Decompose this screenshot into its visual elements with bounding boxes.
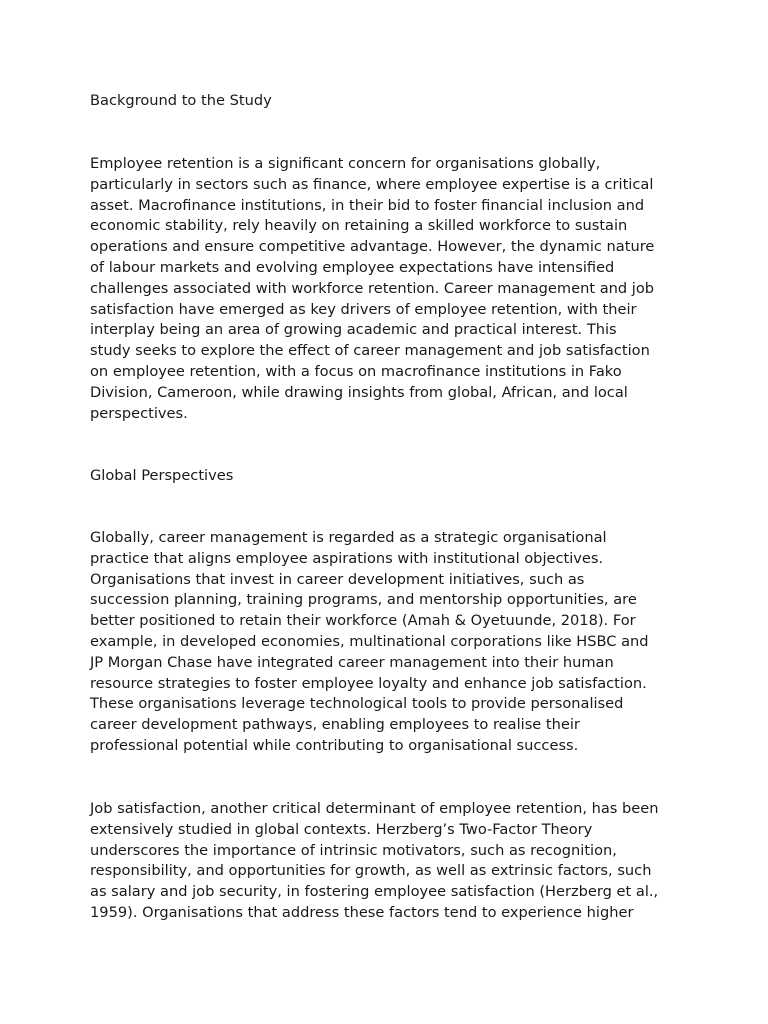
paragraph-line: interplay being an area of growing academic and practical interest. This [90, 321, 617, 339]
paragraph-line: of labour markets and evolving employee expectations have intensified [90, 258, 615, 276]
paragraph-line: Organisations that invest in career development initiatives, such as [90, 570, 585, 588]
paragraph-line: operations and ensure competitive advantage. However, the dynamic nature [90, 238, 655, 256]
paragraph-line: These organisations leverage technological tools to provide personalised [90, 695, 624, 713]
paragraph-line: satisfaction have emerged as key drivers of employee retention, with their [90, 300, 637, 318]
paragraph-line: study seeks to explore the effect of career management and job satisfaction [90, 342, 650, 360]
heading-text: Global Perspectives [90, 467, 234, 484]
paragraph-line: example, in developed economies, multinational corporations like HSBC and [90, 632, 649, 650]
paragraph-line: career development pathways, enabling employees to realise their [90, 716, 580, 734]
paragraph-line: on employee retention, with a focus on macrofinance institutions in Fako [90, 362, 622, 380]
paragraph-line: Division, Cameroon, while drawing insights from global, African, and local [90, 383, 628, 401]
paragraph-line: resource strategies to foster employee loyalty and enhance job satisfaction. [90, 674, 647, 692]
paragraph-line: Job satisfaction, another critical determinant of employee retention, has been [90, 800, 659, 817]
paragraph-line: particularly in sectors such as finance, where employee expertise is a critical [90, 175, 654, 193]
paragraph-line: economic stability, rely heavily on retaining a skilled workforce to sustain [90, 217, 628, 235]
section-heading-background [90, 91, 690, 112]
paragraph-line: extensively studied in global contexts. Herzberg’s Two-Factor Theory [90, 820, 593, 838]
paragraph-line: underscores the importance of intrinsic motivators, such as recognition, [90, 841, 617, 859]
heading-text: Background to the Study [90, 92, 272, 109]
paragraph-line: professional potential while contributing to organisational success. [90, 736, 579, 754]
paragraph-line: responsibility, and opportunities for growth, as well as extrinsic factors, such [90, 862, 652, 880]
paragraph-line: 1959). Organisations that address these factors tend to experience higher [90, 903, 634, 921]
paragraph-career-management [90, 528, 690, 757]
paragraph-line: as salary and job security, in fostering employee satisfaction (Herzberg et al., [90, 883, 659, 901]
paragraph-line: better positioned to retain their workforce (Amah & Oyetuunde, 2018). For [90, 612, 636, 630]
paragraph-background [90, 154, 690, 424]
paragraph-line: perspectives. [90, 404, 188, 422]
paragraph-line: Globally, career management is regarded as a strategic organisational [90, 529, 607, 546]
paragraph-line: challenges associated with workforce retention. Career management and job [90, 279, 655, 297]
paragraph-line: JP Morgan Chase have integrated career management into their human [90, 653, 614, 671]
section-heading-global [90, 466, 690, 487]
paragraph-line: practice that aligns employee aspirations with institutional objectives. [90, 549, 604, 567]
paragraph-job-satisfaction [90, 799, 690, 924]
paragraph-line: succession planning, training programs, and mentorship opportunities, are [90, 591, 637, 609]
paragraph-line: asset. Macrofinance institutions, in their bid to foster financial inclusion and [90, 196, 645, 214]
paragraph-line: Employee retention is a significant concern for organisations globally, [90, 155, 601, 172]
